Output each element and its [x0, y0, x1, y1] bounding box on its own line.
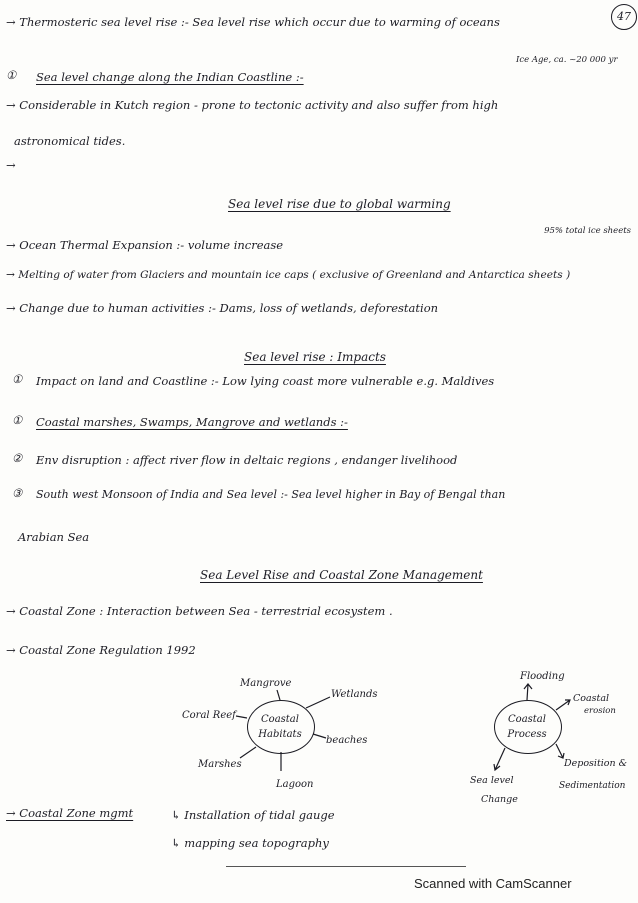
coastal-zone-line: → Coastal Zone : Interaction between Sea - terrestrial ecosystem .: [6, 604, 393, 618]
impacts-heading: Sea level rise : Impacts: [244, 350, 386, 364]
thermal-expansion-line: → Ocean Thermal Expansion :- volume increase: [6, 238, 284, 252]
label-sea-level: Sea level: [470, 775, 514, 786]
monsoon-line: South west Monsoon of India and Sea level :- Sea level higher in Bay of Bengal than: [36, 488, 506, 501]
bullet-impact-2: ①: [12, 413, 23, 427]
label-flooding: Flooding: [520, 671, 565, 682]
indian-coastline-heading: Sea level change along the Indian Coastline :-: [36, 70, 304, 84]
arrow-mangrove: [277, 690, 280, 700]
sea-topography-line: ↳ mapping sea topography: [171, 836, 329, 850]
arrow-marshes: [240, 747, 256, 758]
land-coastline-line: Impact on land and Coastline :- Low lying coast more vulnerable e.g. Maldives: [36, 374, 495, 388]
ice-sheets-note: 95% total ice sheets: [544, 226, 631, 236]
bullet-impact-1: ①: [12, 372, 23, 386]
label-coastal: Coastal: [573, 693, 610, 704]
habitats-center-2: Habitats: [258, 729, 302, 740]
bullet-impact-3: ②: [12, 451, 23, 465]
arrow-erosion: [556, 700, 570, 710]
label-sedimentation: Sedimentation: [559, 781, 626, 791]
thermosteric-line: → Thermosteric sea level rise :- Sea level rise which occur due to warming of oceans: [6, 15, 500, 29]
label-deposition: Deposition &: [564, 758, 628, 769]
arrow-flooding: [524, 684, 532, 700]
label-change: Change: [481, 794, 518, 805]
label-lagoon: Lagoon: [276, 779, 314, 790]
page-number: 47: [611, 4, 637, 30]
glacier-melting-line: → Melting of water from Glaciers and mountain ice caps ( exclusive of Greenland and Antarctica sheets ): [6, 269, 571, 281]
bullet-impact-4: ③: [12, 486, 23, 500]
arrow-wetlands: [306, 697, 330, 708]
label-marshes: Marshes: [198, 759, 242, 770]
label-wetlands: Wetlands: [331, 689, 378, 700]
camscanner-watermark: Scanned with CamScanner: [414, 876, 572, 891]
kutch-line: → Considerable in Kutch region - prone to tectonic activity and also suffer from high: [6, 98, 499, 112]
kutch-line-cont: astronomical tides.: [14, 134, 126, 148]
arrow-coral: [236, 716, 247, 718]
process-center-2: Process: [507, 729, 547, 740]
label-coral-reef: Coral Reef: [182, 710, 236, 721]
process-center-1: Coastal: [508, 714, 546, 725]
env-disruption-line: Env disruption : affect river flow in deltaic regions , endanger livelihood: [36, 453, 458, 467]
label-erosion: erosion: [584, 706, 616, 716]
label-beaches: beaches: [326, 735, 368, 746]
czr-line: → Coastal Zone Regulation 1992: [6, 643, 196, 657]
tidal-gauge-line: ↳ Installation of tidal gauge: [171, 808, 335, 822]
label-mangrove: Mangrove: [240, 678, 292, 689]
human-activities-line: → Change due to human activities :- Dams, loss of wetlands, deforestation: [6, 301, 439, 315]
arrow-sea-level: [494, 748, 505, 770]
monsoon-line-cont: Arabian Sea: [18, 530, 90, 544]
czm-heading: Sea Level Rise and Coastal Zone Management: [200, 568, 483, 582]
marshes-line: Coastal marshes, Swamps, Mangrove and wetlands :-: [36, 415, 348, 429]
empty-arrow: →: [6, 158, 16, 172]
global-warming-heading: Sea level rise due to global warming: [228, 197, 451, 211]
czm-mgmt-line: → Coastal Zone mgmt: [6, 806, 134, 820]
arrow-beaches: [313, 734, 326, 738]
habitats-center-1: Coastal: [261, 714, 299, 725]
bullet-1: ①: [6, 68, 17, 82]
page-bottom-rule: [226, 866, 466, 867]
ice-age-note: Ice Age, ca. ~20 000 yr: [516, 55, 618, 65]
arrow-deposition: [556, 744, 564, 758]
